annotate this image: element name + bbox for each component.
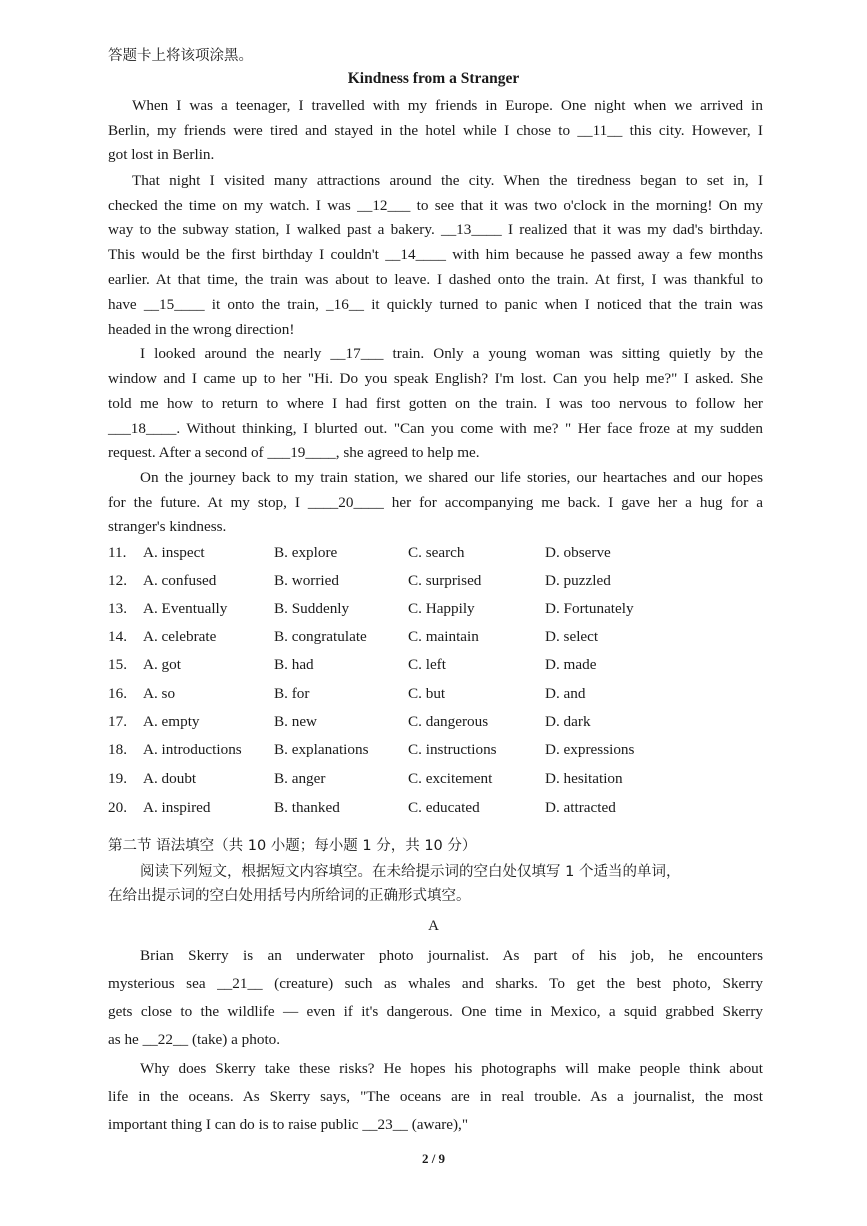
passage-line: When I was a teenager, I travelled with my friends in Europe. One night when we arrived in (132, 97, 763, 114)
option-a: A. inspired (143, 799, 211, 816)
option-d: D. puzzled (545, 572, 611, 589)
option-row (108, 683, 708, 705)
passage-line: This would be the first birthday I couldn't __14____ with him because he passed away a few months (108, 246, 763, 263)
option-b: B. worried (274, 572, 339, 589)
option-d: D. observe (545, 544, 611, 561)
option-row (108, 797, 708, 819)
option-row (108, 654, 708, 676)
option-b: B. congratulate (274, 628, 367, 645)
passage-a-line: as he __22__ (take) a photo. (108, 1031, 281, 1048)
passage-line: I looked around the nearly __17___ train. Only a young woman was sitting quietly by the (140, 345, 763, 362)
option-a: A. Eventually (143, 600, 228, 617)
passage-line: On the journey back to my train station, we shared our life stories, our heartaches and our hopes (140, 469, 763, 486)
option-c: C. surprised (408, 572, 482, 589)
option-a: A. inspect (143, 544, 205, 561)
option-b: B. Suddenly (274, 600, 350, 617)
option-a: A. doubt (143, 770, 197, 787)
passage-title: Kindness from a Stranger (347, 70, 520, 87)
option-d: D. dark (545, 713, 591, 730)
passage-line: earlier. At that time, the train was about to leave. I dashed onto the train. At first, I was thankful to (108, 271, 763, 288)
option-c: C. educated (408, 799, 480, 816)
option-c: C. excitement (408, 770, 493, 787)
option-row (108, 739, 708, 761)
passage-line: way to the subway station, I walked past a bakery. __13____ I realized that it was my dad's birthday. (108, 221, 763, 238)
passage-line: have __15____ it onto the train, _16__ it quickly turned to panic when I noticed that the train was (108, 296, 763, 313)
question-number: 12. (108, 572, 127, 589)
option-d: D. hesitation (545, 770, 623, 787)
passage-a-line: life in the oceans. As Skerry says, "The oceans are in real trouble. As a journalist, the most (108, 1088, 763, 1105)
section-instructions: 阅读下列短文，根据短文内容填空。在未给提示词的空白处仅填写 1 个适当的单词， (140, 864, 681, 880)
option-a: A. got (143, 656, 181, 673)
section-heading: 第二节 语法填空（共 10 小题；每小题 1 分，共 10 分） (108, 838, 477, 854)
option-b: B. explanations (274, 741, 369, 758)
option-a: A. confused (143, 572, 217, 589)
passage-a-line: important thing I can do is to raise public __23__ (aware)," (108, 1116, 469, 1133)
option-c: C. left (408, 656, 446, 673)
option-a: A. introductions (143, 741, 242, 758)
passage-label: A (428, 918, 439, 934)
option-c: C. dangerous (408, 713, 489, 730)
option-b: B. thanked (274, 799, 340, 816)
option-d: D. Fortunately (545, 600, 634, 617)
option-row (108, 768, 708, 790)
passage-a-line: mysterious sea __21__ (creature) such as whales and sharks. To get the best photo, Skerry (108, 975, 763, 992)
section-instructions: 在给出提示词的空白处用括号内所给词的正确形式填空。 (108, 888, 471, 904)
option-b: B. new (274, 713, 318, 730)
option-a: A. empty (143, 713, 200, 730)
header-line: 答题卡上将该项涂黑。 (108, 48, 253, 64)
question-number: 11. (108, 544, 127, 561)
option-d: D. and (545, 685, 586, 702)
passage-line: headed in the wrong direction! (108, 321, 295, 338)
passage-a-line: Brian Skerry is an underwater photo journalist. As part of his job, he encounters (140, 947, 763, 964)
passage-a-line: gets close to the wildlife — even if it's dangerous. One time in Mexico, a squid grabbed Skerry (108, 1003, 763, 1020)
option-b: B. anger (274, 770, 326, 787)
question-number: 19. (108, 770, 127, 787)
option-c: C. instructions (408, 741, 497, 758)
question-number: 16. (108, 685, 127, 702)
question-number: 18. (108, 741, 127, 758)
option-c: C. maintain (408, 628, 479, 645)
passage-line: Berlin, my friends were tired and stayed in the hotel while I chose to __11__ this city. However, I (108, 122, 763, 139)
option-c: C. but (408, 685, 446, 702)
option-row (108, 598, 708, 620)
option-row (108, 570, 708, 592)
question-number: 14. (108, 628, 127, 645)
option-c: C. search (408, 544, 465, 561)
option-b: B. had (274, 656, 314, 673)
passage-line: told me how to return to where I had first gotten on the train. I was too nervous to follow her (108, 395, 763, 412)
question-number: 13. (108, 600, 127, 617)
passage-line: That night I visited many attractions around the city. When the tiredness began to set in, I (132, 172, 763, 189)
passage-line: got lost in Berlin. (108, 146, 215, 163)
passage-line: window and I came up to her "Hi. Do you speak English? I'm lost. Can you help me?" I asked. She (108, 370, 763, 387)
option-d: D. select (545, 628, 599, 645)
option-row (108, 542, 708, 564)
question-number: 20. (108, 799, 127, 816)
option-d: D. attracted (545, 799, 616, 816)
passage-line: checked the time on my watch. I was __12___ to see that it was two o'clock in the morning! On my (108, 197, 763, 214)
question-number: 17. (108, 713, 127, 730)
option-b: B. explore (274, 544, 338, 561)
passage-line: for the future. At my stop, I ____20____ her for accompanying me back. I gave her a hug for a (108, 494, 763, 511)
option-d: D. made (545, 656, 597, 673)
option-row (108, 626, 708, 648)
passage-line: ___18____. Without thinking, I blurted out. "Can you come with me? " Her face froze at my sudden (108, 420, 763, 437)
option-a: A. so (143, 685, 176, 702)
option-c: C. Happily (408, 600, 475, 617)
page-number: 2 / 9 (421, 1151, 446, 1166)
passage-line: stranger's kindness. (108, 518, 227, 535)
option-row (108, 711, 708, 733)
option-d: D. expressions (545, 741, 635, 758)
passage-a-line: Why does Skerry take these risks? He hopes his photographs will make people think about (140, 1060, 763, 1077)
passage-line: request. After a second of ___19____, she agreed to help me. (108, 444, 480, 461)
question-number: 15. (108, 656, 127, 673)
option-a: A. celebrate (143, 628, 217, 645)
option-b: B. for (274, 685, 310, 702)
